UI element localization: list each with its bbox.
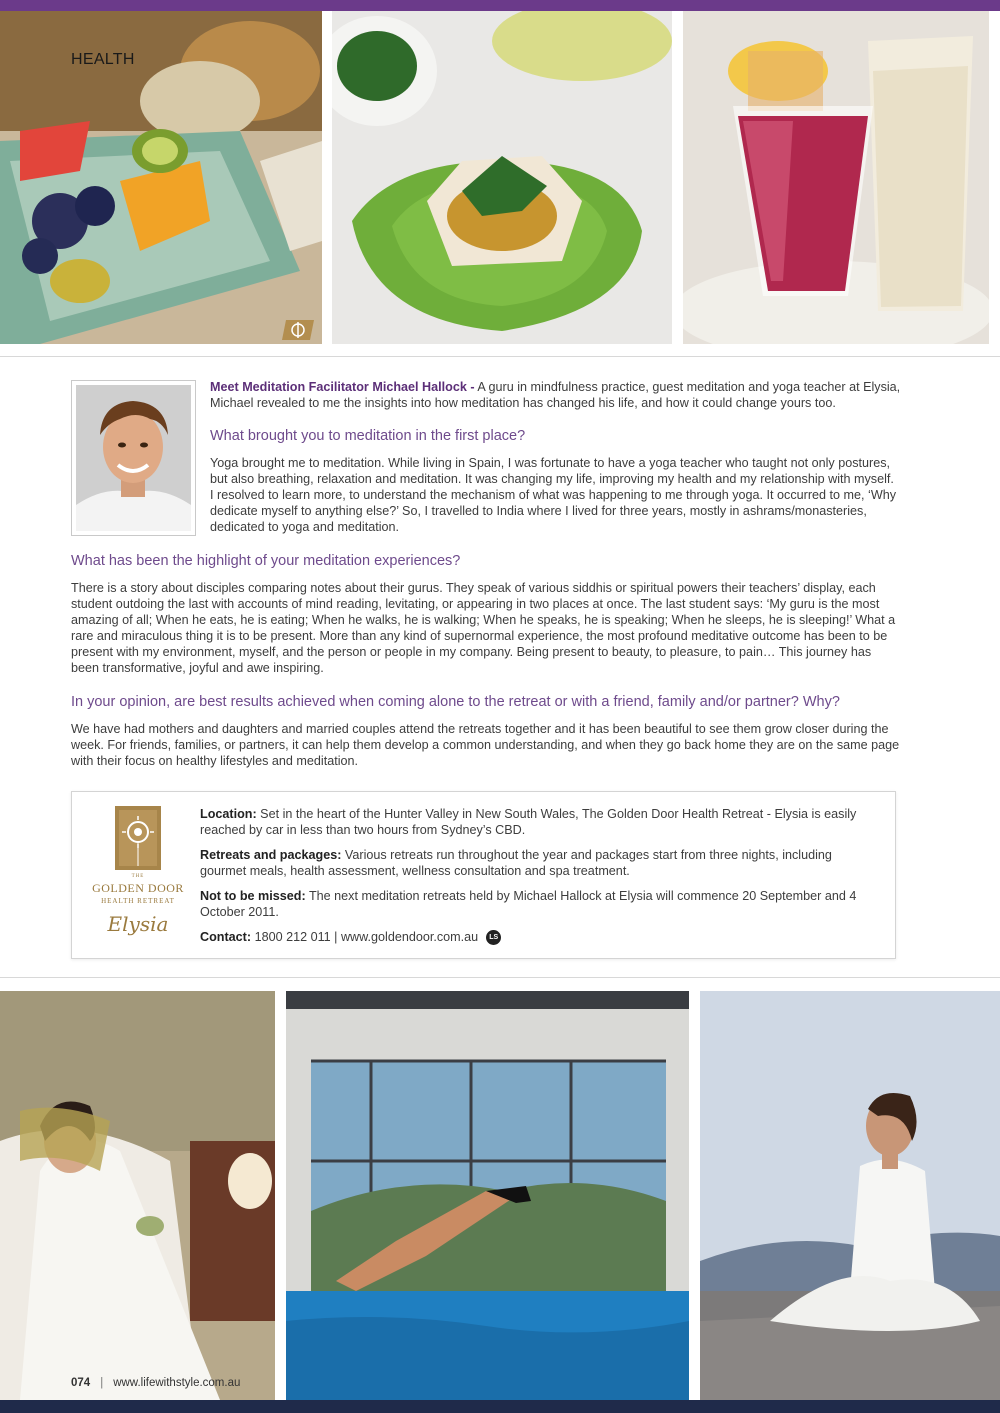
contact-line bbox=[200, 929, 880, 945]
bottom-accent-bar bbox=[0, 1400, 1000, 1413]
fruit-platter-photo bbox=[0, 11, 322, 344]
logo-name: GOLDEN DOOR bbox=[92, 881, 184, 895]
missed-text: The next meditation retreats held by Michael Hallock at Elysia will commence 20 September and 4 October 2011. bbox=[200, 889, 857, 919]
logo-the: THE bbox=[131, 874, 145, 879]
robe-relaxing-photo bbox=[0, 991, 275, 1400]
contact-text: 1800 212 011 | www.goldendoor.com.au bbox=[251, 930, 479, 944]
retreat-info-box bbox=[71, 791, 896, 959]
pool-diver-photo bbox=[286, 991, 689, 1400]
answer-1: Yoga brought me to meditation. While living in Spain, I was fortunate to have a yoga teacher who taught not only postures, but also breathing, relaxation and meditation. It was changing my life, improving my health and my relationship with myself. I resolved to learn more, to understand the mechanism of what was happening to me through yoga. It occurred to me, ‘Why dedicate myself to anything else?’ So, I travelled to India where I lived for three years, mostly in ashrams/monasteries, dedicated to yoga and meditation. bbox=[210, 456, 897, 534]
footer-separator: | bbox=[100, 1377, 104, 1389]
ls-end-mark-icon: LS bbox=[486, 930, 501, 945]
page-footer bbox=[71, 1377, 240, 1389]
retreats-line bbox=[200, 847, 880, 879]
logo-script: Elysia bbox=[107, 912, 169, 936]
question-2: What has been the highlight of your meditation experiences? bbox=[71, 553, 461, 569]
intro-paragraph bbox=[210, 379, 910, 411]
intro-text: A guru in mindfulness practice, guest meditation and yoga teacher at Elysia, Michael revealed to me the insights into how meditation has changed his life, and how it could change yours too. bbox=[210, 380, 901, 410]
page-number: 074 bbox=[71, 1377, 91, 1389]
tart-plate-photo bbox=[332, 11, 672, 344]
golden-door-logo bbox=[88, 804, 188, 952]
missed-line bbox=[200, 888, 880, 920]
contact-label: Contact: bbox=[200, 930, 252, 944]
top-divider bbox=[0, 356, 1000, 357]
retreats-label: Retreats and packages: bbox=[200, 848, 342, 862]
location-text: Set in the heart of the Hunter Valley in New South Wales, The Golden Door Health Retreat - Elysia is easily reached by car in less than two hours from Sydney’s CBD. bbox=[200, 807, 857, 837]
bottom-divider bbox=[0, 977, 1000, 978]
meditating-woman-photo bbox=[700, 991, 1000, 1400]
location-line bbox=[200, 806, 880, 838]
smoothie-photo bbox=[683, 11, 989, 344]
answer-3: We have had mothers and daughters and married couples attend the retreats together and it has been beautiful to see them grow closer during the week. For friends, families, or partners, it can help them develop a common understanding, and when they go back home they are on the same page with their focus on healthy lifestyles and meditation. bbox=[71, 722, 900, 768]
section-label: HEALTH bbox=[71, 51, 135, 68]
missed-label: Not to be missed: bbox=[200, 889, 306, 903]
question-3: In your opinion, are best results achieved when coming alone to the retreat or with a friend, family and/or partner? Why? bbox=[71, 694, 840, 710]
location-label: Location: bbox=[200, 807, 257, 821]
footer-url[interactable]: www.lifewithstyle.com.au bbox=[113, 1377, 241, 1389]
intro-lead: Meet Meditation Facilitator Michael Hallock - bbox=[210, 380, 475, 394]
portrait-photo bbox=[71, 380, 196, 536]
top-accent-bar bbox=[0, 0, 1000, 11]
watermark-badge-icon bbox=[280, 318, 316, 342]
logo-sub: HEALTH RETREAT bbox=[101, 897, 175, 905]
retreats-text: Various retreats run throughout the year and packages start from three nights, including gourmet meals, health assessment, wellness consultation and spa treatment. bbox=[200, 848, 832, 878]
answer-2: There is a story about disciples comparing notes about their gurus. They speak of various siddhis or spiritual powers their teachers’ display, each student outdoing the last with accounts of mind reading, levitating, or appearing in two places at once. The last student says: ‘My guru is the most amazing of all; When he eats, he is eating; When he walks, he is walking; When he speaks, he is speaking; When he sleeps, he is sleeping!’ What a rare and miraculous thing it is to be present. More than any kind of supernormal experience, the most profound meditative outcome has been to be present with my environment, myself, and the person or people in my company. Being present to beauty, to pleasure, to pain… This journey has been transformative, joyful and awe inspiring. bbox=[71, 581, 896, 675]
question-1: What brought you to meditation in the first place? bbox=[210, 428, 526, 444]
